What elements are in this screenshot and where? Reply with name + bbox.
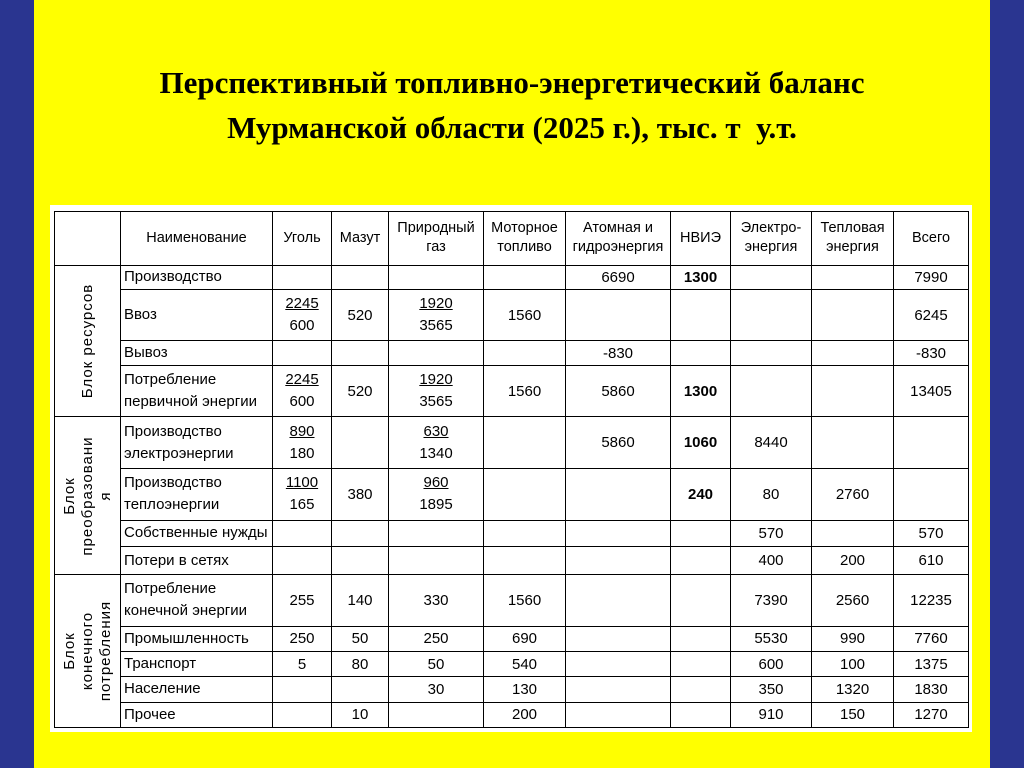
table-row [55, 702, 969, 727]
header-motor-fuel: Моторное топливо [484, 212, 566, 266]
cell-total: -830 [894, 341, 969, 365]
row-name: Собственные нужды [121, 520, 273, 546]
header-heat: Тепловая энергия [812, 212, 894, 266]
row-name: Потребление первичной энергии [121, 365, 273, 417]
slide [34, 0, 990, 768]
header-nuclear-hydro: Атомная и гидроэнергия [566, 212, 671, 266]
cell-total: 1375 [894, 652, 969, 677]
cell-motor: 1560 [484, 575, 566, 627]
group-resources [55, 265, 121, 417]
cell-coal: 5 [273, 652, 332, 677]
group-conversion-label: Блок преобразовани я [60, 436, 114, 556]
cell-coal: 250 [273, 626, 332, 651]
header-gas: Природный газ [389, 212, 484, 266]
cell-gas: 50 [389, 652, 484, 677]
cell-mazut: 140 [332, 575, 389, 627]
header-name: Наименование [121, 212, 273, 266]
group-resources-label: Блок ресурсов [78, 283, 96, 399]
cell-total: 7990 [894, 265, 969, 289]
cell-coal: $\frac{890}{180}$ [273, 417, 332, 469]
cell-gas: 30 [389, 677, 484, 702]
table-row [55, 677, 969, 702]
cell-nuclear: 5860 [566, 365, 671, 417]
table-container [50, 205, 972, 732]
cell-total: 6245 [894, 289, 969, 341]
header-total: Всего [894, 212, 969, 266]
cell-motor: 690 [484, 626, 566, 651]
table-row [55, 652, 969, 677]
table-row [55, 289, 969, 341]
table-row [55, 546, 969, 574]
cell-mazut: 520 [332, 365, 389, 417]
cell-heat: 990 [812, 626, 894, 651]
cell-total: 1830 [894, 677, 969, 702]
cell-electro: 7390 [731, 575, 812, 627]
cell-electro: 8440 [731, 417, 812, 469]
cell-electro: 910 [731, 702, 812, 727]
group-consumption [55, 575, 121, 728]
cell-total: 13405 [894, 365, 969, 417]
cell-mazut: 520 [332, 289, 389, 341]
header-electro: Электро-энергия [731, 212, 812, 266]
row-name: Производство теплоэнергии [121, 468, 273, 520]
table-row [55, 520, 969, 546]
row-name: Промышленность [121, 626, 273, 651]
cell-nvie: 1060 [671, 417, 731, 469]
cell-coal: $\frac{2245}{600}$ [273, 365, 332, 417]
table-row [55, 626, 969, 651]
cell-heat: 100 [812, 652, 894, 677]
cell-electro: 5530 [731, 626, 812, 651]
table-row [55, 265, 969, 289]
row-name: Производство электроэнергии [121, 417, 273, 469]
page-title [34, 60, 990, 150]
cell-gas: $\frac{630}{1340}$ [389, 417, 484, 469]
cell-heat: 1320 [812, 677, 894, 702]
title-line-1: Перспективный топливно-энергетический баланс [159, 65, 865, 100]
cell-nuclear: 6690 [566, 265, 671, 289]
header-coal: Уголь [273, 212, 332, 266]
cell-nvie: 1300 [671, 265, 731, 289]
group-consumption-label: Блок конечного потребления [60, 600, 114, 702]
cell-gas: 330 [389, 575, 484, 627]
cell-electro: 570 [731, 520, 812, 546]
cell-motor: 1560 [484, 365, 566, 417]
header-nvie: НВИЭ [671, 212, 731, 266]
cell-coal: 255 [273, 575, 332, 627]
cell-gas: $\frac{1920}{3565}$ [389, 289, 484, 341]
header-corner [55, 212, 121, 266]
cell-gas: $\frac{1920}{3565}$ [389, 365, 484, 417]
cell-total: 7760 [894, 626, 969, 651]
cell-heat: 2760 [812, 468, 894, 520]
cell-nvie: 1300 [671, 365, 731, 417]
cell-mazut: 80 [332, 652, 389, 677]
row-name: Ввоз [121, 289, 273, 341]
cell-total: 12235 [894, 575, 969, 627]
cell-electro: 600 [731, 652, 812, 677]
table-row [55, 468, 969, 520]
title-line-2: Мурманской области (2025 г.), тыс. т у.т. [227, 110, 797, 145]
cell-gas: $\frac{960}{1895}$ [389, 468, 484, 520]
group-conversion [55, 417, 121, 575]
cell-motor: 1560 [484, 289, 566, 341]
cell-heat: 150 [812, 702, 894, 727]
table-row [55, 417, 969, 469]
cell-electro: 400 [731, 546, 812, 574]
cell-heat: 2560 [812, 575, 894, 627]
row-name: Население [121, 677, 273, 702]
row-name: Производство [121, 265, 273, 289]
row-name: Потребление конечной энергии [121, 575, 273, 627]
cell-nuclear: -830 [566, 341, 671, 365]
table-row [55, 365, 969, 417]
cell-nuclear: 5860 [566, 417, 671, 469]
cell-mazut: 380 [332, 468, 389, 520]
table-row [55, 341, 969, 365]
cell-electro: 350 [731, 677, 812, 702]
cell-coal: $\frac{2245}{600}$ [273, 289, 332, 341]
cell-mazut: 10 [332, 702, 389, 727]
cell-electro: 80 [731, 468, 812, 520]
cell-heat: 200 [812, 546, 894, 574]
cell-gas: 250 [389, 626, 484, 651]
fuel-energy-balance-table [54, 211, 969, 728]
cell-motor: 540 [484, 652, 566, 677]
table-row [55, 575, 969, 627]
cell-motor: 130 [484, 677, 566, 702]
cell-coal: $\frac{1100}{165}$ [273, 468, 332, 520]
cell-nvie: 240 [671, 468, 731, 520]
cell-total: 570 [894, 520, 969, 546]
header-row [55, 212, 969, 266]
row-name: Транспорт [121, 652, 273, 677]
header-mazut: Мазут [332, 212, 389, 266]
cell-mazut: 50 [332, 626, 389, 651]
row-name: Прочее [121, 702, 273, 727]
row-name: Вывоз [121, 341, 273, 365]
row-name: Потери в сетях [121, 546, 273, 574]
cell-total: 610 [894, 546, 969, 574]
cell-total: 1270 [894, 702, 969, 727]
cell-motor: 200 [484, 702, 566, 727]
